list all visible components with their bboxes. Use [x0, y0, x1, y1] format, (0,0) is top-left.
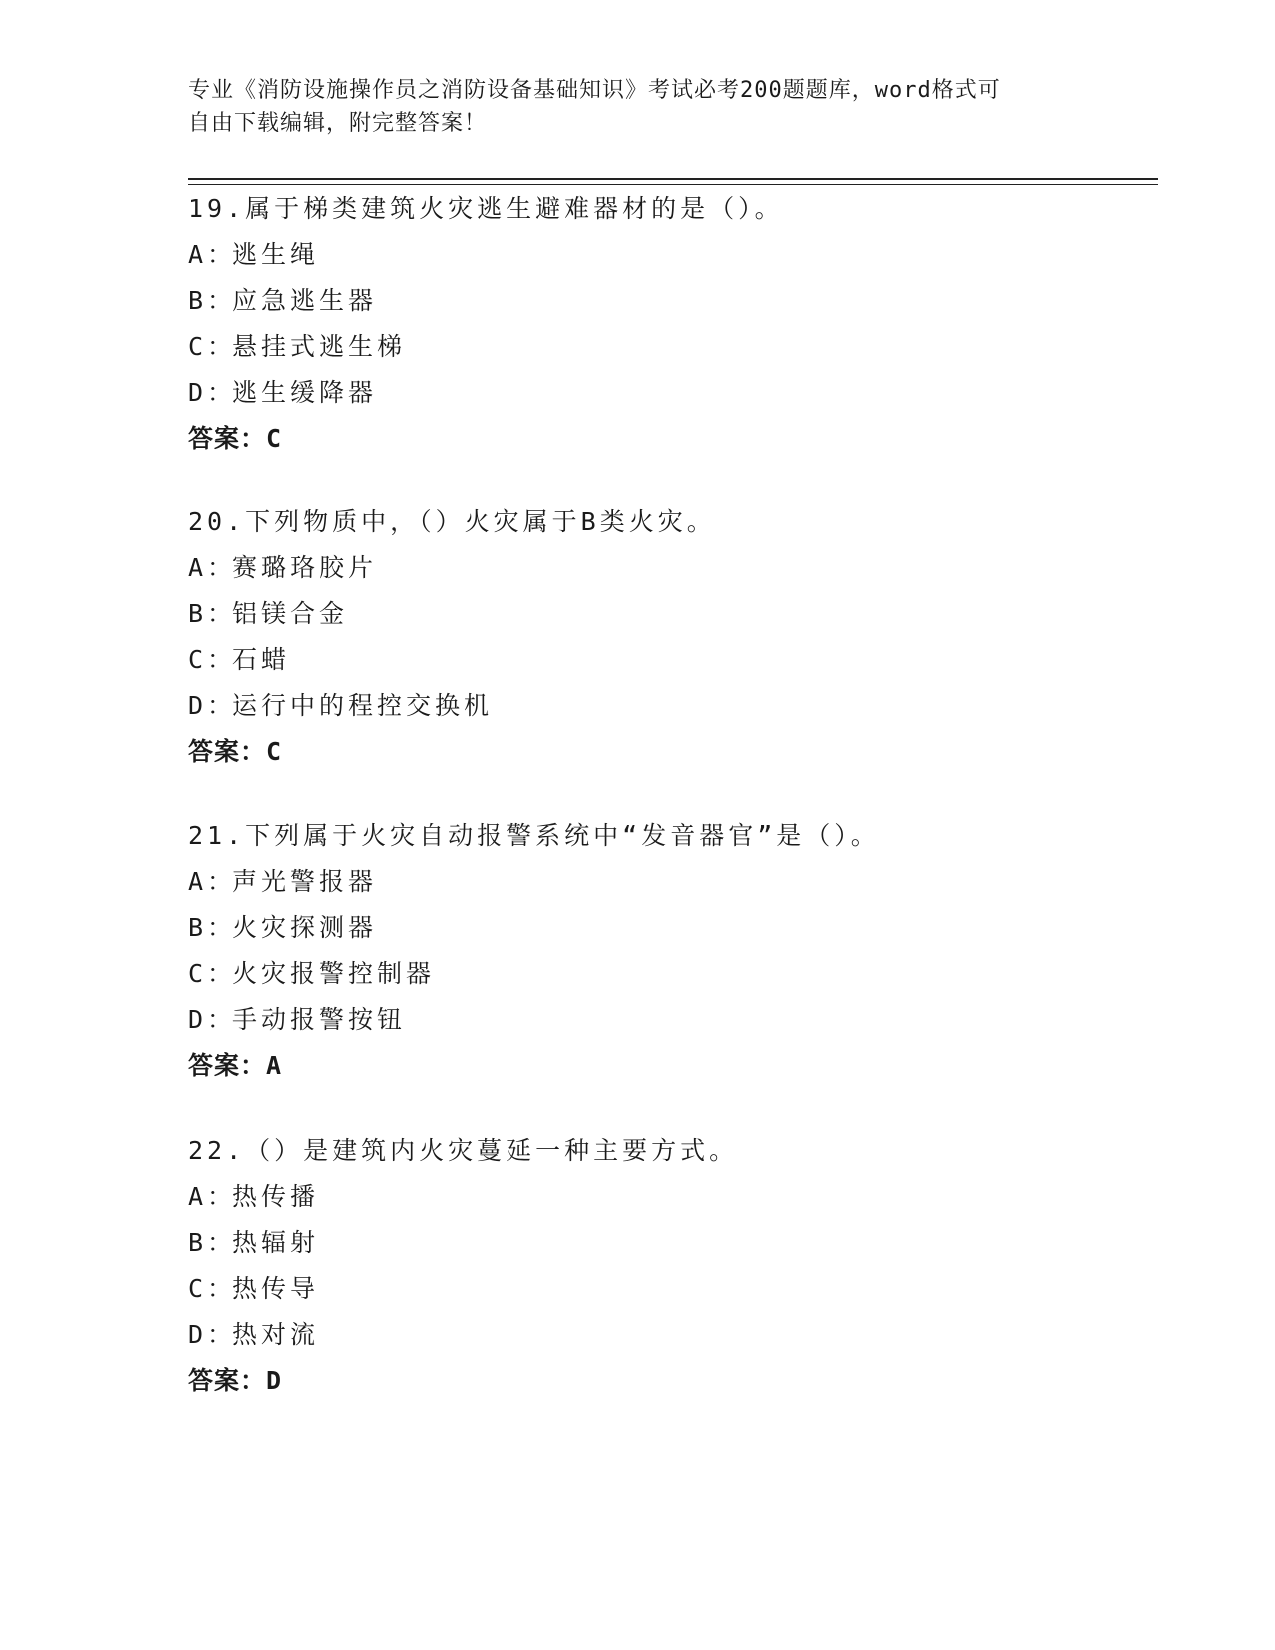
question-stem: 21.下列属于火灾自动报警系统中“发音器官”是（）。: [188, 821, 880, 850]
question-22: [188, 1128, 1148, 1404]
header-line-2: 自由下载编辑，附完整答案！: [188, 111, 488, 136]
option-text: 火灾报警控制器: [232, 959, 436, 988]
option-b: [188, 1220, 1148, 1266]
option-d: [188, 997, 1148, 1043]
answer-line: 答案：C: [188, 424, 283, 453]
option-text: 热传播: [232, 1182, 320, 1211]
option-text: 赛璐珞胶片: [232, 553, 378, 582]
answer-line: 答案：A: [188, 1051, 283, 1080]
option-letter: B：: [188, 1228, 237, 1257]
question-20: [188, 499, 1148, 775]
answer-line: 答案：D: [188, 1366, 283, 1395]
header-divider-thick: [188, 178, 1158, 180]
option-d: [188, 683, 1148, 729]
option-letter: B：: [188, 599, 237, 628]
option-letter: A：: [188, 553, 237, 582]
document-header: [188, 74, 1088, 140]
option-text: 铝镁合金: [232, 599, 349, 628]
option-text: 火灾探测器: [232, 913, 378, 942]
option-text: 热对流: [232, 1320, 320, 1349]
option-c: [188, 951, 1148, 997]
question-19: [188, 186, 1148, 462]
option-letter: A：: [188, 867, 237, 896]
option-text: 声光警报器: [232, 867, 378, 896]
option-letter: C：: [188, 1274, 237, 1303]
option-letter: C：: [188, 959, 237, 988]
option-text: 应急逃生器: [232, 286, 378, 315]
option-d: [188, 370, 1148, 416]
option-letter: A：: [188, 1182, 237, 1211]
option-text: 手动报警按钮: [232, 1005, 407, 1034]
option-text: 热传导: [232, 1274, 320, 1303]
answer-line: 答案：C: [188, 737, 283, 766]
option-text: 逃生缓降器: [232, 378, 378, 407]
option-letter: D：: [188, 378, 237, 407]
option-a: [188, 545, 1148, 591]
option-a: [188, 859, 1148, 905]
option-c: [188, 324, 1148, 370]
option-c: [188, 1266, 1148, 1312]
option-text: 悬挂式逃生梯: [232, 332, 407, 361]
option-text: 热辐射: [232, 1228, 320, 1257]
option-letter: B：: [188, 913, 237, 942]
option-b: [188, 591, 1148, 637]
option-d: [188, 1312, 1148, 1358]
header-divider-thin: [188, 184, 1158, 185]
header-line-1: 专业《消防设施操作员之消防设备基础知识》考试必考200题题库，word格式可: [188, 78, 1001, 103]
option-letter: D：: [188, 1005, 237, 1034]
option-a: [188, 1174, 1148, 1220]
option-letter: C：: [188, 645, 237, 674]
question-stem: 22.（）是建筑内火灾蔓延一种主要方式。: [188, 1136, 739, 1165]
option-letter: A：: [188, 240, 237, 269]
question-stem: 19.属于梯类建筑火灾逃生避难器材的是（）。: [188, 194, 784, 223]
option-b: [188, 905, 1148, 951]
option-letter: D：: [188, 1320, 237, 1349]
question-21: [188, 813, 1148, 1089]
option-letter: C：: [188, 332, 237, 361]
option-text: 运行中的程控交换机: [232, 691, 494, 720]
question-stem: 20.下列物质中，（）火灾属于B类火灾。: [188, 507, 716, 536]
option-b: [188, 278, 1148, 324]
option-c: [188, 637, 1148, 683]
option-text: 石蜡: [232, 645, 291, 674]
option-letter: D：: [188, 691, 237, 720]
option-text: 逃生绳: [232, 240, 320, 269]
option-a: [188, 232, 1148, 278]
option-letter: B：: [188, 286, 237, 315]
